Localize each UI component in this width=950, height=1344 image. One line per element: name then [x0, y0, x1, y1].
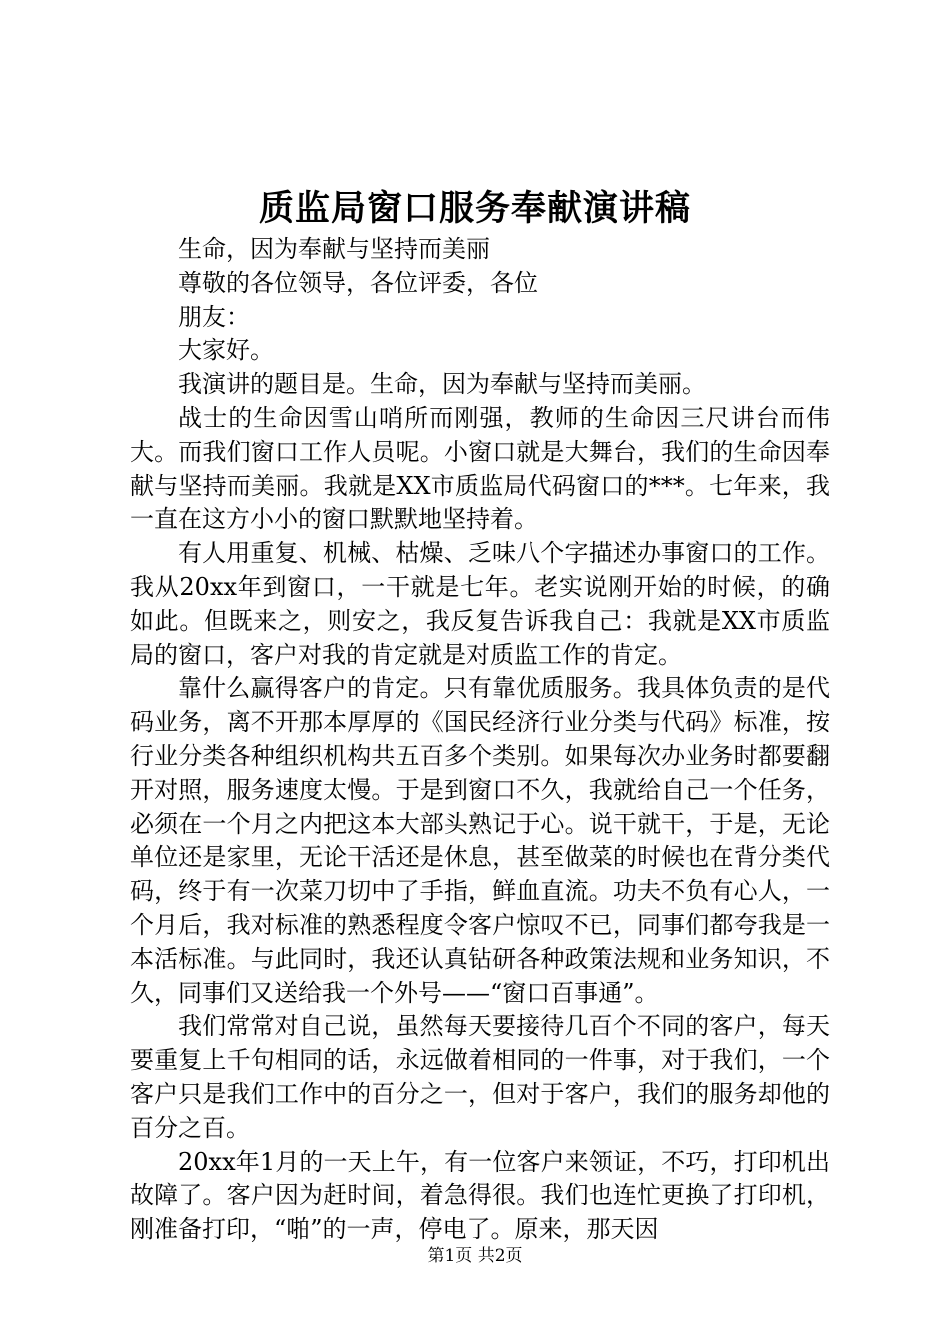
topic-line: 我演讲的题目是。生命，因为奉献与坚持而美丽。: [178, 370, 706, 399]
salutation-line-continued: 朋友：: [178, 302, 250, 331]
page-title: 质监局窗口服务奉献演讲稿: [258, 188, 691, 229]
page-footer: 第1页 共2页: [427, 1246, 523, 1266]
paragraph: 有人用重复、机械、枯燥、乏味八个字描述办事窗口的工作。我从20xx年到窗口，一干就是七年。老实说刚开始的时候，的确如此。但既来之，则安之，我反复告诉我自己：我就是XX市质监局的窗口，客户对我的肯定就是对质监工作的肯定。: [130, 539, 830, 669]
paragraph: 靠什么赢得客户的肯定。只有靠优质服务。我具体负责的是代码业务，离不开那本厚厚的《国民经济行业分类与代码》标准，按行业分类各种组织机构共五百多个类别。如果每次办业务时都要翻开对照，服务速度太慢。于是到窗口不久，我就给自己一个任务，必须在一个月之内把这本大部头熟记于心。说干就干，于是，无论单位还是家里，无论干活还是休息，甚至做菜的时候也在背分类代码，终于有一次菜刀切中了手指，鲜血直流。功夫不负有心人，一个月后，我对标准的熟悉程度令客户惊叹不已，同事们都夸我是一本活标准。与此同时，我还认真钻研各种政策法规和业务知识，不久，同事们又送给我一个外号——“窗口百事通”。: [130, 674, 830, 1007]
subtitle-line: 生命，因为奉献与坚持而美丽: [178, 235, 490, 263]
document-body: [130, 233, 830, 1247]
salutation-line: 尊敬的各位领导，各位评委，各位: [178, 268, 538, 297]
paragraph: 战士的生命因雪山哨所而刚强，教师的生命因三尺讲台而伟大。而我们窗口工作人员呢。小窗口就是大舞台，我们的生命因奉献与坚持而美丽。我就是XX市质监局代码窗口的***。七年来，我一直在这方小小的窗口默默地坚持着。: [130, 403, 830, 534]
paragraph: 我们常常对自己说，虽然每天要接待几百个不同的客户，每天要重复上千句相同的话，永远做着相同的一件事，对于我们，一个客户只是我们工作中的百分之一，但对于客户，我们的服务却他的百分之百。: [130, 1012, 830, 1142]
greeting-line: 大家好。: [178, 336, 274, 365]
paragraph: 20xx年1月的一天上午，有一位客户来领证，不巧，打印机出故障了。客户因为赶时间，着急得很。我们也连忙更换了打印机，刚准备打印，“啪”的一声，停电了。原来，那天因: [130, 1147, 830, 1244]
